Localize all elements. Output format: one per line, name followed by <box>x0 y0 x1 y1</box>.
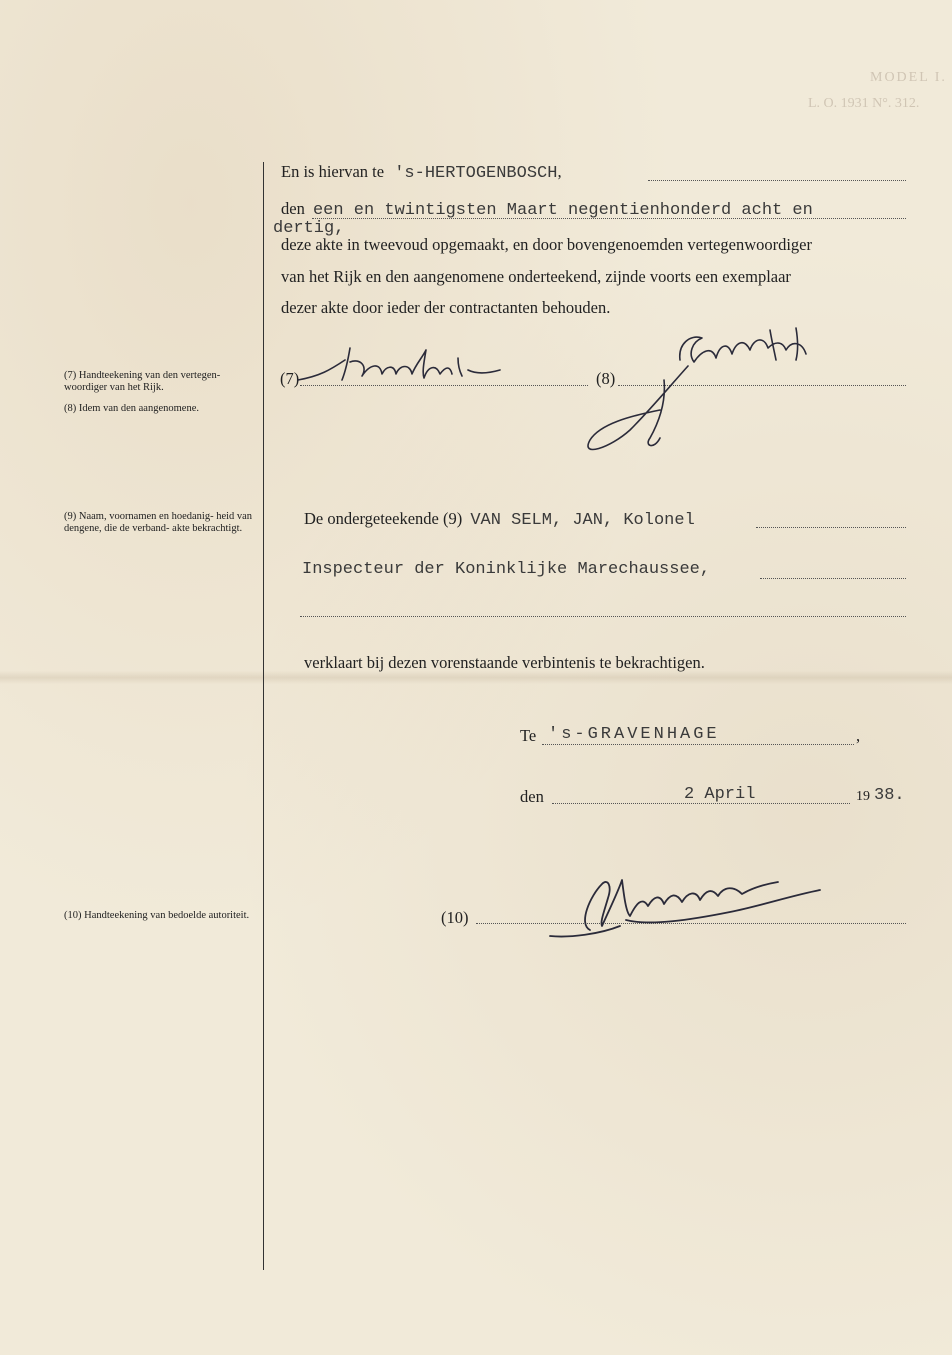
dotted-line <box>300 616 906 617</box>
dotted-line <box>648 180 906 181</box>
body-line-3: deze akte in tweevoud opgemaakt, en door bovengenoemden vertegenwoordiger <box>281 235 813 254</box>
margin-note-9: (9) Naam, voornamen en hoedanig- heid van dengene, die de verband- akte bekrachtigt. <box>64 511 253 534</box>
typed-undersigned-name: VAN SELM, JAN, Kolonel <box>470 511 695 530</box>
header-model-ghost: MODEL I. <box>870 70 947 85</box>
typed-year-suffix: 38. <box>874 786 905 805</box>
body-line-5: dezer akte door ieder der contractanten behouden. <box>281 298 611 317</box>
dotted-line <box>542 744 854 745</box>
dotted-line <box>312 218 906 219</box>
typed-undersigned-title: Inspecteur der Koninklijke Marechaussee, <box>302 560 711 579</box>
declaration: verklaart bij dezen vorenstaande verbintenis te bekrachtigen. <box>304 653 705 672</box>
typed-date-april: 2 April <box>684 785 756 804</box>
year-prefix: 19 <box>856 789 870 804</box>
signature-7 <box>290 340 510 390</box>
margin-note-7: (7) Handteekening van den vertegen- woordiger van het Rijk. <box>64 370 221 393</box>
margin-note-10: (10) Handteekening van bedoelde autoriteit. <box>64 910 250 921</box>
text-en-is-hiervan: En is hiervan te <box>281 162 385 181</box>
dotted-line <box>756 527 906 528</box>
typed-date-words-a: een en twintigsten Maart negentienhonderd acht en <box>312 201 813 220</box>
label-sig-8: (8) <box>596 369 616 388</box>
label-sig-10: (10) <box>441 908 469 927</box>
signature-8 <box>570 320 830 460</box>
comma: , <box>557 162 562 181</box>
line-place-1 <box>281 162 562 183</box>
line-undersigned <box>304 509 695 530</box>
dotted-line <box>760 578 906 579</box>
header-code-ghost: L. O. 1931 N°. 312. <box>808 96 920 111</box>
margin-note-8: (8) Idem van den aangenomene. <box>64 403 199 414</box>
label-sig-7: (7) <box>280 369 300 388</box>
body-line-4: van het Rijk en den aangenomene onderteekend, zijnde voorts een exemplaar <box>281 267 791 286</box>
comma-2: , <box>856 726 861 745</box>
typed-place-gravenhage: 's-GRAVENHAGE <box>548 725 720 744</box>
signature-10 <box>530 866 860 946</box>
label-te: Te <box>520 726 537 745</box>
margin-rule <box>263 162 264 1270</box>
label-den-2: den <box>520 787 544 806</box>
typed-place-hertogenbosch: 's-HERTOGENBOSCH <box>394 164 558 183</box>
typed-date-words-b: dertig, <box>273 219 345 238</box>
line-date-words <box>281 199 813 220</box>
text-den: den <box>281 199 305 218</box>
text-undersigned: De ondergeteekende (9) <box>304 509 463 528</box>
